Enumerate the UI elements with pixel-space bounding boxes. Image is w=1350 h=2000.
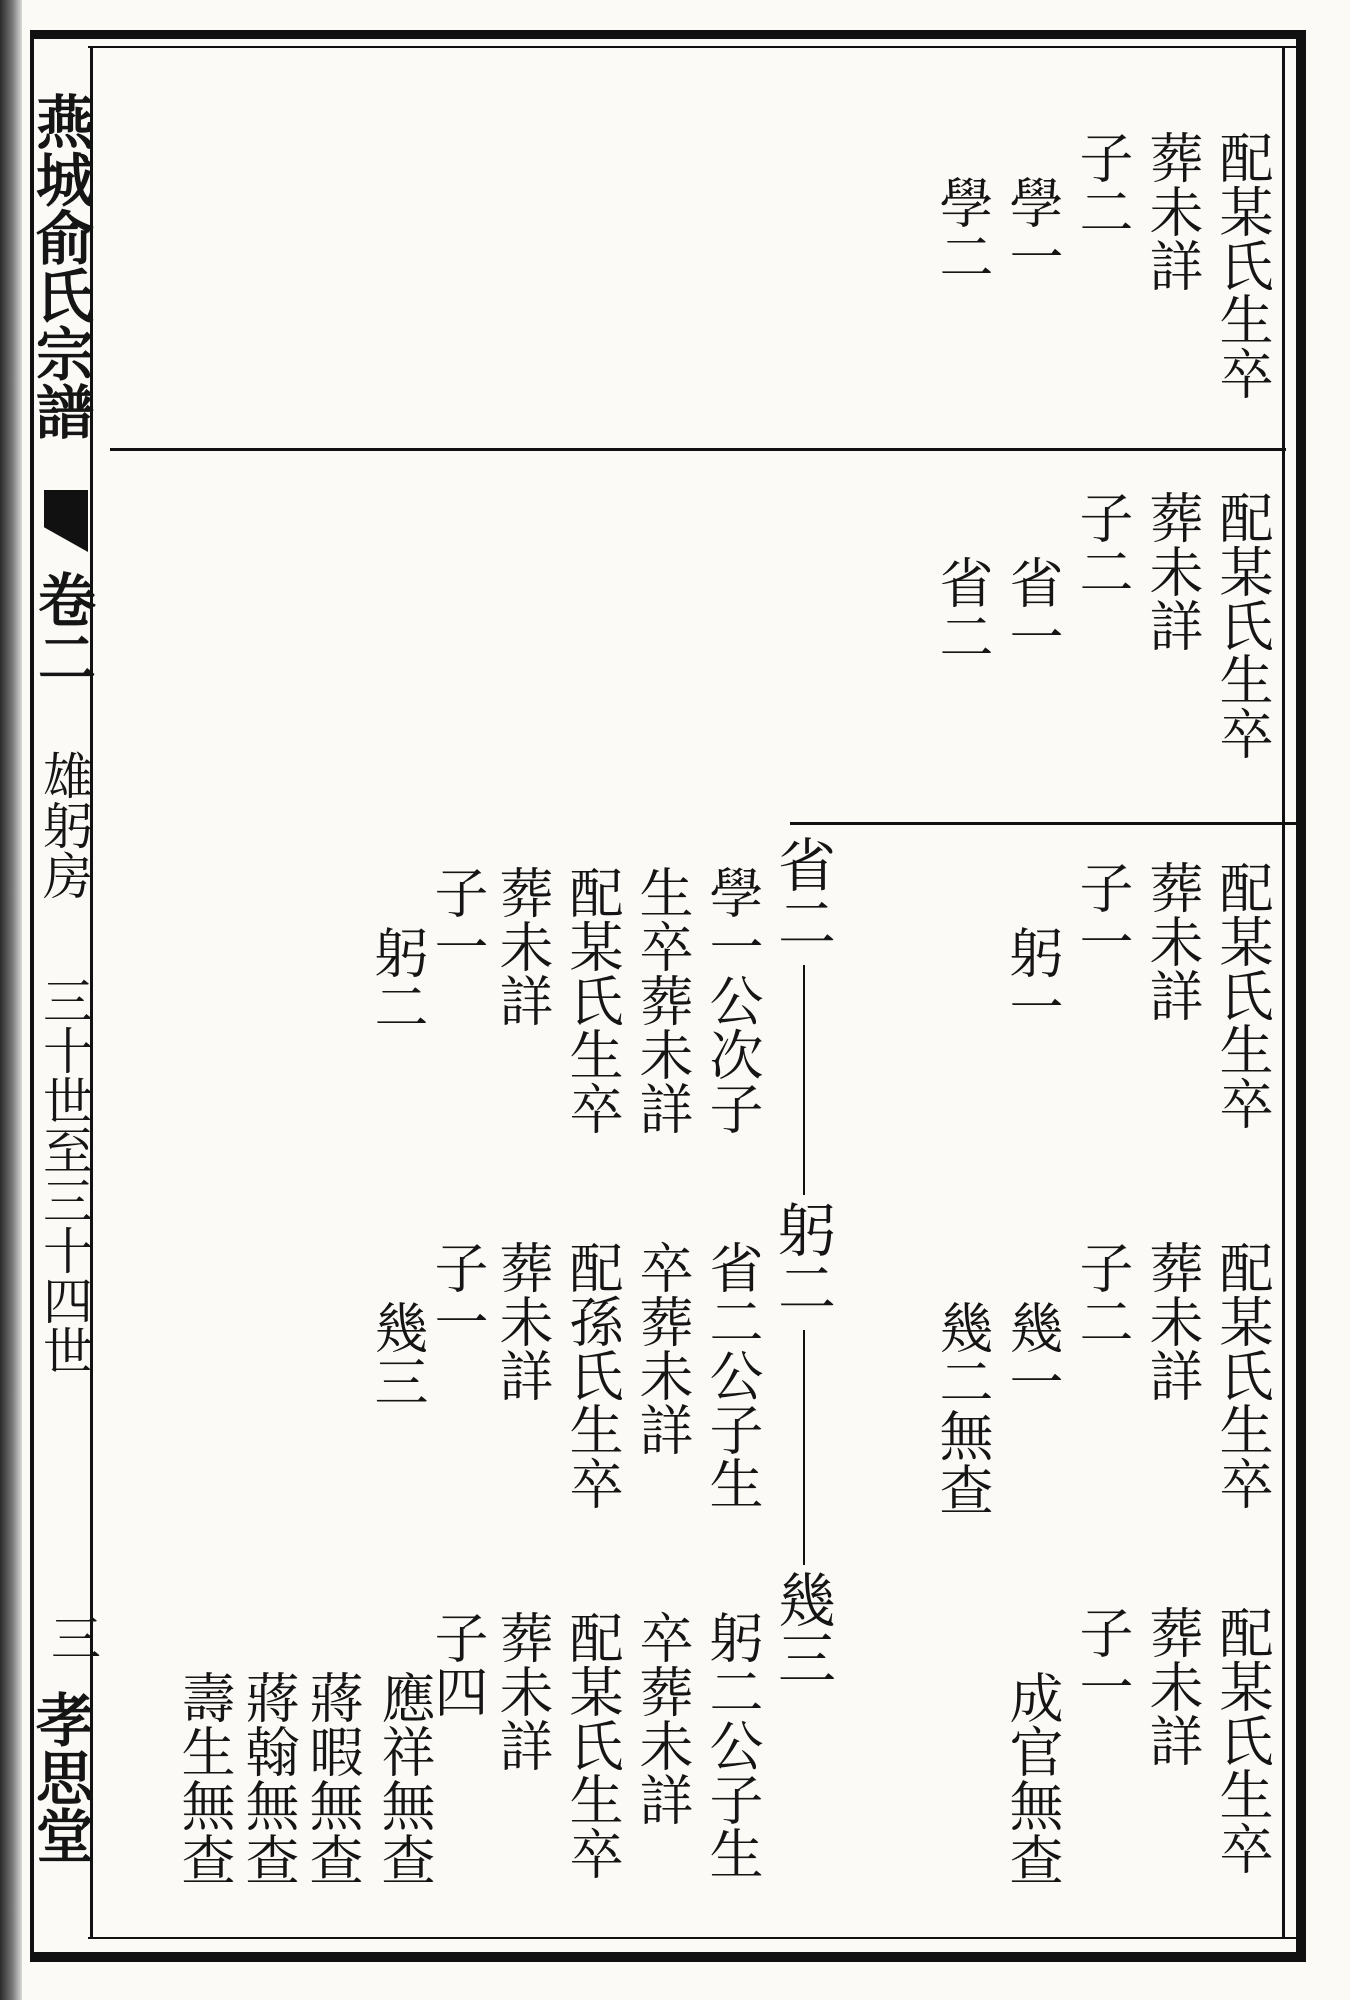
frame-right-inner (1282, 46, 1285, 1939)
frame-top-inner (88, 46, 1298, 48)
gong2-life: 卒葬未詳 (631, 1240, 694, 1456)
xue-burial: 葬未詳 (1141, 130, 1204, 292)
chain-gong-2: 躬二 (768, 1200, 836, 1316)
frame-bottom-inner (88, 1937, 1298, 1939)
ji-son-1: 幾一 (1001, 1300, 1064, 1408)
section-divider-2 (790, 822, 1296, 825)
sheng2-spouse: 配某氏生卒 (561, 865, 624, 1135)
sheng-sons-count: 子二 (1071, 490, 1134, 598)
xue-sons-count: 子二 (1071, 130, 1134, 238)
frame-bottom (30, 1952, 1306, 1962)
ji-spouse: 配某氏生卒 (1211, 1240, 1274, 1510)
sheng2-life: 生卒葬未詳 (631, 865, 694, 1135)
sheng2-sons-count: 子一 (426, 865, 489, 973)
cheng-sons-count: 子一 (1071, 1605, 1134, 1713)
branch-label: 雄躬房 (35, 750, 93, 900)
ji-son-2-note: 幾二無查 (931, 1300, 994, 1516)
page-number: 三 (43, 1612, 101, 1662)
gong2-son-1: 幾三 (366, 1300, 429, 1408)
chain-connector-1 (803, 965, 805, 1195)
fish-tail-mark (44, 490, 88, 552)
gong-sons-count: 子一 (1071, 860, 1134, 968)
chain-sheng-2: 省二 (768, 835, 836, 951)
book-spine-edge (0, 0, 22, 2000)
ji3-burial: 葬未詳 (491, 1610, 554, 1772)
gong-burial: 葬未詳 (1141, 860, 1204, 1022)
ji3-son-3: 蔣翰無查 (237, 1670, 300, 1886)
sheng-burial: 葬未詳 (1141, 490, 1204, 652)
cheng-spouse: 配某氏生卒 (1211, 1605, 1274, 1875)
ji-burial: 葬未詳 (1141, 1240, 1204, 1402)
ji-sons-count: 子二 (1071, 1240, 1134, 1348)
frame-top (30, 30, 1304, 39)
chain-connector-2 (803, 1330, 805, 1565)
ji3-sons-count: 子四 (426, 1610, 489, 1718)
ji3-son-2: 蔣暇無查 (301, 1670, 364, 1886)
cheng-burial: 葬未詳 (1141, 1605, 1204, 1767)
gong2-sons-count: 子一 (426, 1240, 489, 1348)
sheng-spouse: 配某氏生卒 (1211, 490, 1274, 760)
generation-range: 三十世至三十四世 (35, 975, 93, 1375)
ji3-spouse: 配某氏生卒 (561, 1610, 624, 1880)
sheng2-son-1: 躬二 (366, 925, 429, 1033)
frame-right (1296, 30, 1306, 1962)
xue-son-2: 學二 (931, 175, 994, 283)
gong-son-1: 躬一 (1001, 925, 1064, 1033)
gong2-spouse: 配孫氏生卒 (561, 1240, 624, 1510)
section-divider-1 (110, 448, 1286, 451)
ji3-life: 卒葬未詳 (631, 1610, 694, 1826)
xue-son-1: 學一 (1001, 175, 1064, 283)
ji3-son-1: 應祥無查 (373, 1670, 436, 1886)
sheng-son-1: 省一 (1001, 555, 1064, 663)
xue-spouse: 配某氏生卒 (1211, 130, 1274, 400)
hall-name: 孝思堂 (26, 1690, 94, 1864)
book-title: 燕城俞氏宗譜 (26, 92, 94, 440)
sheng2-origin: 學一公次子 (701, 865, 764, 1135)
gong2-burial: 葬未詳 (491, 1240, 554, 1402)
volume-label: 卷二 (28, 570, 96, 686)
ji3-son-4: 壽生無查 (173, 1670, 236, 1886)
cheng-son-1-note: 成官無查 (1001, 1670, 1064, 1886)
gong-spouse: 配某氏生卒 (1211, 860, 1274, 1130)
chain-ji-3: 幾三 (768, 1570, 836, 1686)
sheng2-burial: 葬未詳 (491, 865, 554, 1027)
sheng-son-2: 省二 (931, 555, 994, 663)
ji3-origin: 躬二公子生 (701, 1610, 764, 1880)
gong2-origin: 省二公子生 (701, 1240, 764, 1510)
